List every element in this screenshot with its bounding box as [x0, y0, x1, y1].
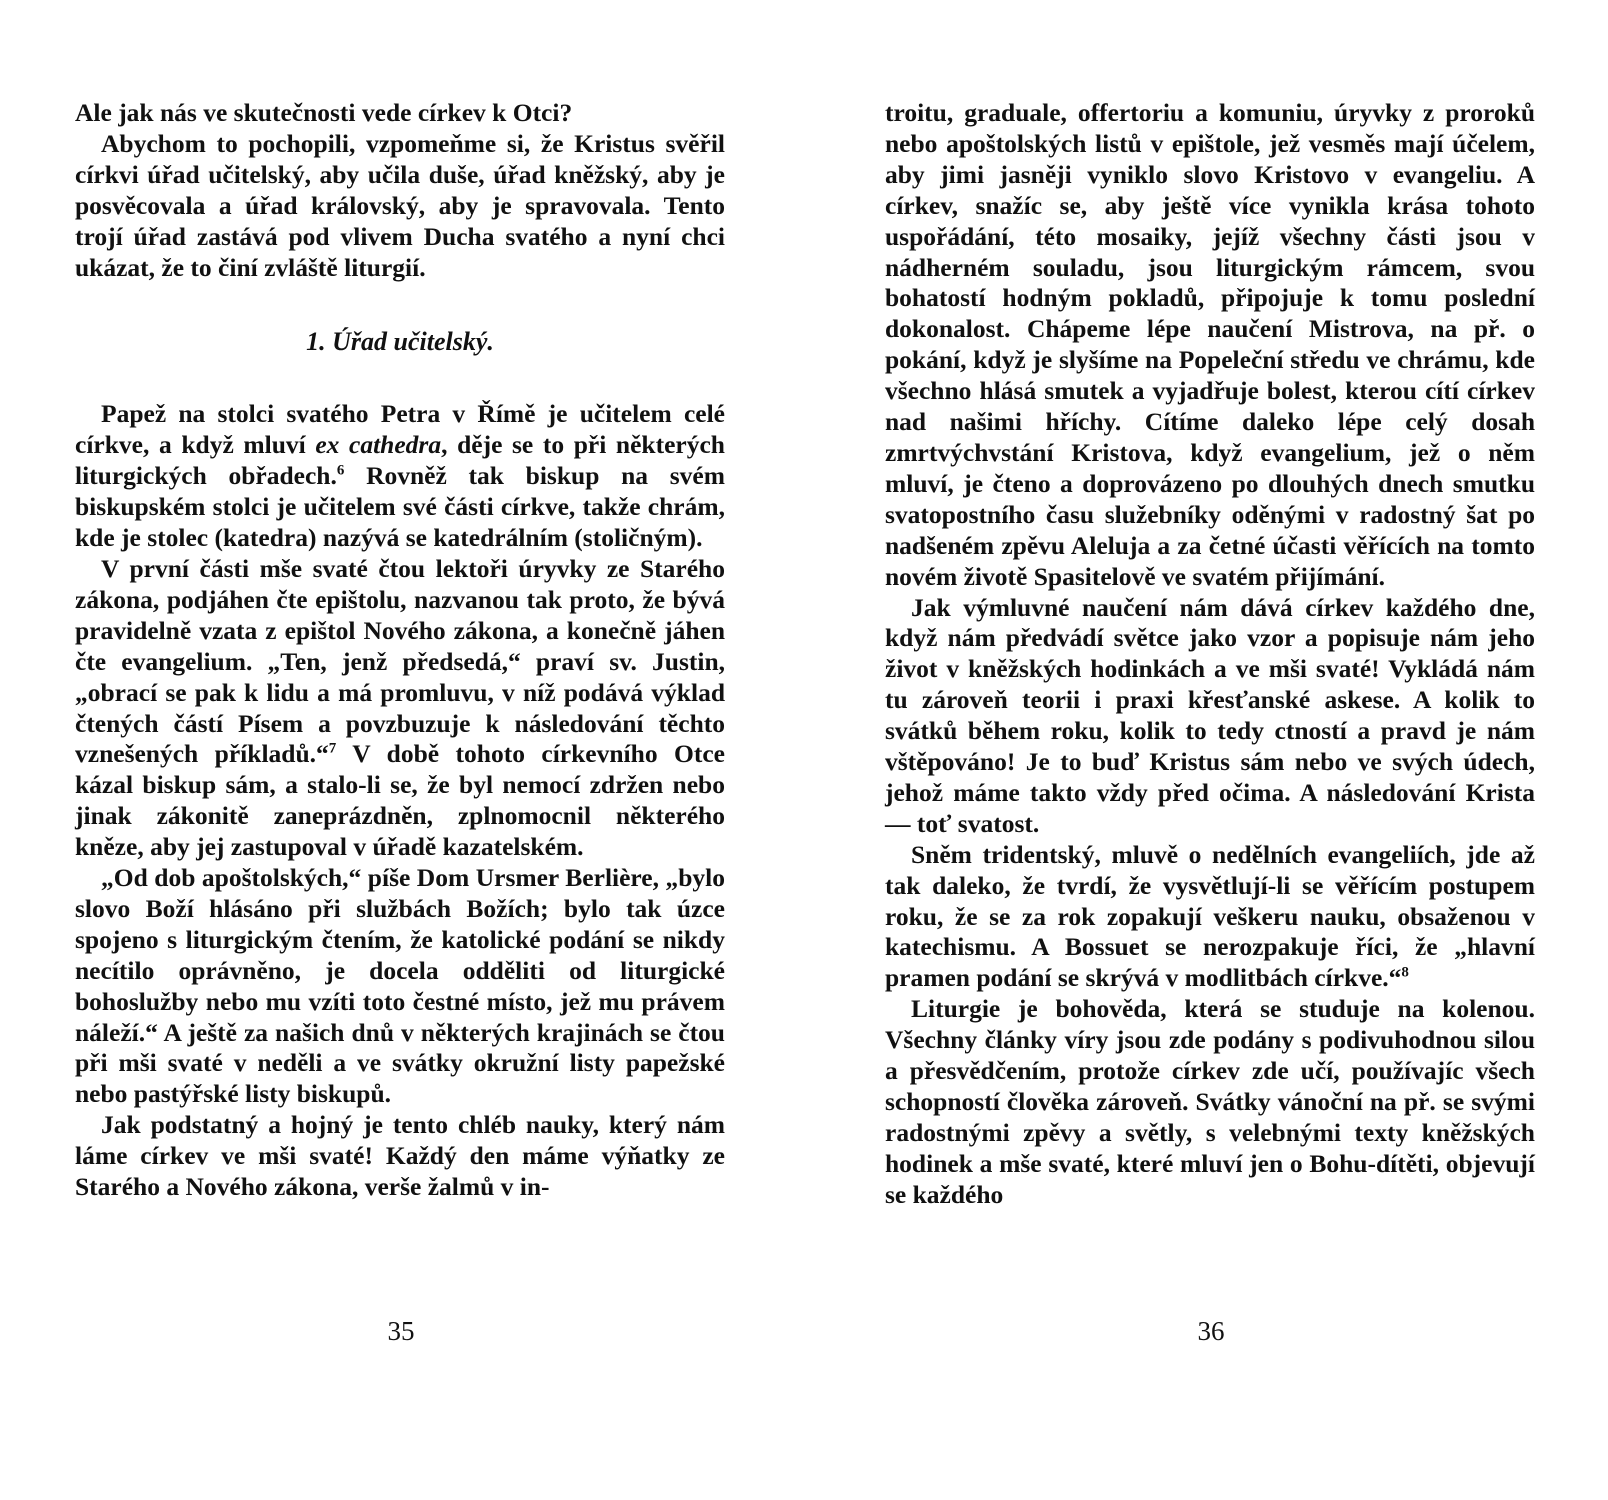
paragraph-text: Ale jak nás ve skutečnosti vede církev k Otci?: [75, 98, 573, 127]
paragraph-text: Jak podstatný a hojný je tento chléb nauky, který nám láme církev ve mši svaté! Každý den máme výňatky ze Starého a Nového zákona, verše žalmů v in-: [75, 1110, 725, 1202]
page-number-right: 36: [1197, 1316, 1225, 1346]
paragraph: [885, 840, 1535, 995]
right-page-text: [885, 98, 1535, 1211]
paragraph-text: Liturgie je bohověda, která se studuje na kolenou. Všechny články víry jsou zde podány s podivuhodnou silou a přesvědčením, protože církev zde učí, používajíc všech schopností člověka zároveň. Svátky vánoční na př. se svými radostnými zpěvy a světly, s velebnými texty kněžských hodinek a mše svaté, které mluví jen o Bohu-dítěti, objevují se každého: [885, 994, 1535, 1209]
section-heading: 1. Úřad učitelský.: [306, 327, 494, 357]
paragraph-text: Sněm tridentský, mluvě o nedělních evangeliích, jde až tak daleko, že tvrdí, že vysvětlují-li se věřícím postupem roku, že se za rok zopakují veškeru nauku, obsaženou v katechismu. A Bossuet se nerozpakuje říci, že „hlavní pramen podání se skrývá v modlitbách církve.“: [885, 839, 1535, 993]
paragraph: [75, 1110, 725, 1203]
paragraph-text: V době tohoto církevního Otce kázal biskup sám, a stalo-li se, že byl nemocí zdržen nebo jinak zákonitě zaneprázdněn, zplnomocnil některého kněze, aby jej zastupoval v úřadě kazatelském.: [75, 739, 725, 862]
paragraph: [75, 98, 725, 129]
italic-phrase: ex cathedra: [315, 430, 442, 460]
footnote-marker: 7: [328, 740, 337, 757]
paragraph-text: troitu, graduale, offertoriu a komuniu, úryvky z proroků nebo apoštolských listů v epištole, jež vesměs mají účelem, aby jimi jasněji vyniklo slovo Kristovo v evangeliu. A církev, snažíc se, aby ještě více vynikla krása tohoto uspořádání, této mosaiky, jejíž všechny části jsou v nádherném souladu, jsou liturgickým rámcem, svou bohatostí hodným pokladů, připojuje k tomu poslední dokonalost. Chápeme lépe naučení Mistrova, na př. o pokání, když je slyšíme na Popeleční středu ve chrámu, kde všechno hlásá smutek a vyjadřuje bolest, kterou cítí církev nad našimi hříchy. Cítíme daleko lépe celý dosah zmrtvýchvstání Kristova, když evangelium, jež o něm mluví, je čteno a doprovázeno po dlouhých dnech smutku svatopostního času služebníky oděnými v radostný šat po nadšeném zpěvu Aleluja a za četné účasti věřících na tomto novém životě Spasitelově ve svatém přijímání.: [885, 98, 1535, 591]
footnote-marker: 6: [336, 462, 345, 479]
paragraph-text: , děje se to při některých liturgických obřadech.: [75, 430, 725, 491]
left-page-text: [75, 98, 725, 1203]
paragraph-text: Jak výmluvné naučení nám dává církev každého dne, když nám předvádí světce jako vzor a popisuje nám jeho život v kněžských hodinkách a ve mši svaté! Vykládá nám tu zároveň teorii i praxi křesťanské askese. A kolik to svátků během roku, kolik to tedy ctností a pravd je nám vštěpováno! Je to buď Kristus sám nebo ve svých údech, jehož máme takto vždy před očima. A následování Krista — toť svatost.: [885, 592, 1535, 838]
paragraph: [885, 994, 1535, 1210]
paragraph: [75, 399, 725, 554]
paragraph: [75, 129, 725, 284]
paragraph-text: Rovněž tak biskup na svém biskupském stolci je učitelem své části církve, takže chrám, kde je stolec (katedra) nazývá se katedrálním (stoličným).: [75, 461, 725, 553]
paragraph: [75, 863, 725, 1110]
paragraph: [885, 98, 1535, 593]
paragraph: [885, 593, 1535, 840]
paragraph-text: Abychom to pochopili, vzpomeňme si, že Kristus svěřil církvi úřad učitelský, aby učila duše, úřad kněžský, aby je posvěcovala a úřad královský, aby je spravovala. Tento trojí úřad zastává pod vlivem Ducha svatého a nyní chci ukázat, že to činí zvláště liturgií.: [75, 128, 725, 282]
right-page: [885, 98, 1535, 1211]
left-page: [75, 98, 725, 1203]
paragraph-text: V první části mše svaté čtou lektoři úryvky ze Starého zákona, podjáhen čte epištolu, nazvanou tak proto, že bývá pravidelně vzata z epištol Nového zákona, a konečně jáhen čte evangelium. „Ten, jenž předsedá,“ praví sv. Justin, „obrací se pak k lidu a má promluvu, v níž podává výklad čtených částí Písem a povzbuzuje k následování těchto vznešených příkladů.“: [75, 553, 725, 769]
page-number-left: 35: [387, 1316, 415, 1346]
paragraph-text: Papež na stolci svatého Petra v Římě je učitelem celé církve, a když mluví: [75, 399, 725, 460]
paragraph: [75, 554, 725, 863]
footnote-marker: 8: [1401, 964, 1409, 981]
paragraph-text: „Od dob apoštolských,“ píše Dom Ursmer Berlière, „bylo slovo Boží hlásáno při službách Božích; bylo tak úzce spojeno s liturgickým čtením, že katolické podání se nikdy necítilo oprávněno, je docela odděliti od liturgické bohoslužby nebo mu vzíti toto čestné místo, jež mu právem náleží.“ A ještě za našich dnů v některých krajinách se čtou při mši svaté v neděli a ve svátky okružní listy papežské nebo pastýřské listy biskupů.: [75, 863, 725, 1109]
